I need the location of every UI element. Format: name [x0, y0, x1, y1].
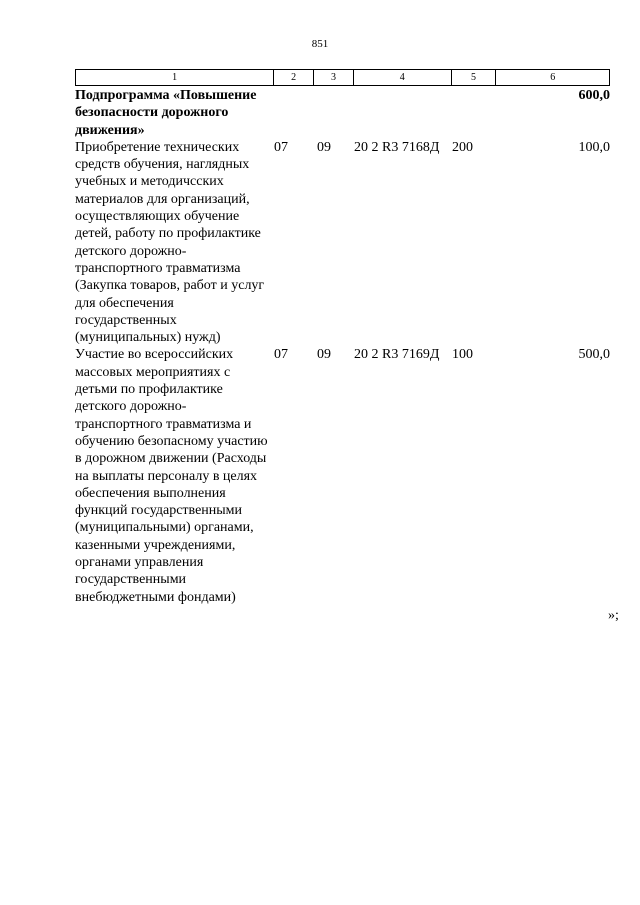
row-col-5	[452, 87, 497, 139]
header-col-3: 3	[314, 70, 354, 85]
table-row	[75, 139, 610, 347]
row-amount: 500,0	[578, 347, 610, 363]
row-col-3: 09	[317, 139, 331, 155]
table-row	[75, 87, 610, 139]
row-name: Приобретение технических средств обучения, наглядных учебных и методичсских материалов для организаций, осуществляющих обучение детей, работу по профилактике детского дорожно-транспортного травматизма (Закупка товаров, работ и услуг для обеспечения государственных (муниципальных) нужд)	[75, 139, 265, 346]
row-col-4: 20 2 R3 7169Д	[354, 347, 440, 363]
page-number: 851	[311, 38, 329, 50]
header-col-1: 1	[76, 70, 274, 85]
header-col-5: 5	[452, 70, 497, 85]
row-col-2: 07	[274, 139, 288, 155]
row-name: Подпрограмма «Повышение безопасности дорожного движения»	[75, 88, 257, 138]
row-col-5: 100	[452, 347, 473, 363]
table-header	[75, 69, 610, 86]
row-col-3	[314, 87, 354, 139]
row-col-5: 200	[452, 139, 473, 155]
row-col-3: 09	[317, 347, 331, 363]
closing-quote-mark: »;	[608, 608, 619, 623]
row-col-4: 20 2 R3 7168Д	[354, 139, 440, 155]
row-amount: 100,0	[578, 139, 610, 155]
table-body	[75, 87, 610, 606]
row-name: Участие во всероссийских массовых мероприятиях с детьми по профилактике детского дорожно-транспортного травматизма и обучению безопасному участию в дорожном движении (Расходы на выплаты персоналу в целях обеспечения выполнения функций государственными (муниципальными) органами, казенными учреждениями, органами управления государственными внебюджетными фондами)	[75, 347, 268, 605]
header-col-6: 6	[550, 72, 556, 83]
row-amount: 600,0	[578, 88, 610, 103]
header-col-2: 2	[274, 70, 314, 85]
row-col-4	[354, 87, 452, 139]
row-col-2: 07	[274, 347, 288, 363]
header-col-4: 4	[354, 70, 452, 85]
table-row	[75, 346, 610, 605]
row-col-2	[274, 87, 314, 139]
